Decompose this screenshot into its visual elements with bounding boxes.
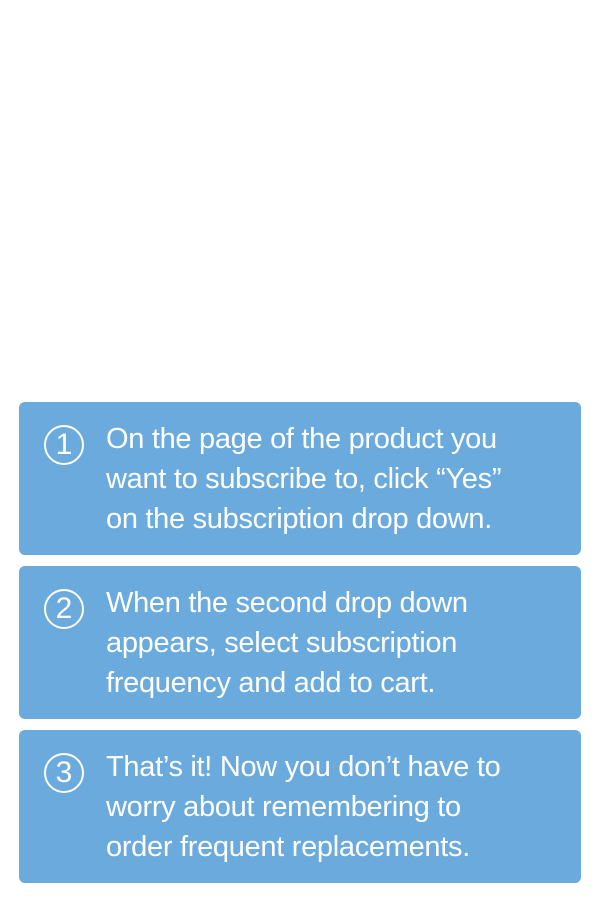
step-text-line: That’s it! Now you don’t have to (106, 751, 501, 783)
step-text-line: order frequent replacements. (106, 831, 470, 863)
step-text-line: When the second drop down (106, 587, 468, 619)
step-text-line: on the subscription drop down. (106, 503, 492, 535)
step-card-2 (19, 566, 581, 719)
step-text-line: frequency and add to cart. (106, 667, 436, 699)
step-text-line: worry about remembering to (106, 791, 461, 823)
step-text-line: want to subscribe to, click “Yes” (106, 463, 502, 495)
step-number-badge: 1 (44, 425, 84, 465)
step-card-3 (19, 730, 581, 883)
step-text-line: On the page of the product you (106, 423, 497, 455)
step-number-badge: 3 (44, 753, 84, 793)
step-text (106, 583, 566, 703)
step-text (106, 747, 566, 867)
step-text (106, 419, 566, 539)
step-number-badge: 2 (44, 589, 84, 629)
subscription-steps (19, 402, 581, 894)
step-text-line: appears, select subscription (106, 627, 458, 659)
step-card-1 (19, 402, 581, 555)
